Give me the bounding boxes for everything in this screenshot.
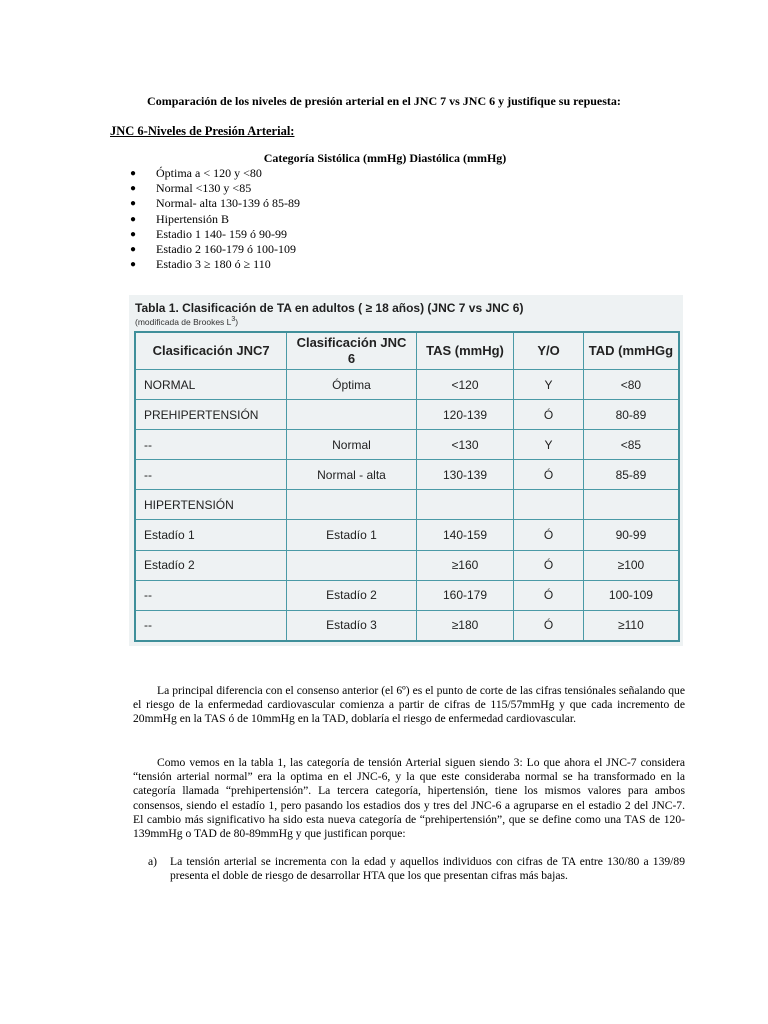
document-title: Comparación de los niveles de presión arterial en el JNC 7 vs JNC 6 y justifique su repuesta:	[147, 94, 621, 108]
list-item: ● Normal <130 y <85	[130, 181, 252, 196]
table-cell	[287, 550, 417, 580]
category-header: Categoría Sistólica (mmHg) Diastólica (mmHg)	[263, 151, 507, 165]
table-cell	[416, 490, 514, 520]
table-cell: --	[135, 460, 287, 490]
table-cell: Normal	[287, 430, 417, 460]
table-cell: HIPERTENSIÓN	[135, 490, 287, 520]
table-subtitle: (modificada de Brookes $L^3$)	[135, 316, 239, 327]
table-cell	[583, 490, 679, 520]
table-cell: --	[135, 610, 287, 641]
table-cell: Estadío 1	[287, 520, 417, 550]
jnc6-heading: JNC 6-Niveles de Presión Arterial:	[110, 124, 295, 138]
bullet-icon: ●	[130, 168, 137, 179]
table-cell: 130-139	[416, 460, 514, 490]
table-cell: Normal - alta	[287, 460, 417, 490]
table-cell: <120	[416, 370, 514, 400]
header-tad: TAD (mmHGg	[583, 332, 679, 370]
table-row	[135, 460, 679, 490]
list-item: ● Estadio 3 ≥ 180 ó ≥ 110	[130, 257, 271, 272]
table-row	[135, 430, 679, 460]
list-item: ● Estadio 2 160-179 ó 100-109	[130, 242, 296, 257]
table-cell: ≥160	[416, 550, 514, 580]
table-cell: 100-109	[583, 580, 679, 610]
table-cell: 90-99	[583, 520, 679, 550]
table-cell: Ó	[514, 550, 584, 580]
table-cell: <85	[583, 430, 679, 460]
table-row	[135, 490, 679, 520]
classification-table-figure	[129, 295, 683, 646]
table-row	[135, 610, 679, 641]
table-cell: 85-89	[583, 460, 679, 490]
header-jnc7: Clasificación JNC7	[135, 332, 287, 370]
classification-table	[134, 331, 680, 642]
header-jnc6: Clasificación JNC 6	[287, 332, 417, 370]
list-item-a	[148, 855, 685, 883]
table-cell: Ó	[514, 400, 584, 430]
table-cell	[287, 400, 417, 430]
table-cell: ≥110	[583, 610, 679, 641]
table-cell: Estadío 2	[287, 580, 417, 610]
table-cell: NORMAL	[135, 370, 287, 400]
table-cell: 120-139	[416, 400, 514, 430]
list-item: ● Estadio 1 140- 159 ó 90-99	[130, 226, 287, 241]
table-cell: --	[135, 580, 287, 610]
table-cell: Y	[514, 370, 584, 400]
list-item-text: La tensión arterial se incrementa con la edad y aquellos individuos con cifras de TA entre 130/80 a 139/89 presenta el doble de riesgo de desarrollar HTA que los que presentan cifras más bajas.	[170, 855, 685, 883]
bullet-icon: ●	[130, 183, 137, 195]
table-cell: ≥100	[583, 550, 679, 580]
paragraph-categories: Como vemos en la tabla 1, las categoría de tensión Arterial siguen siendo 3: Lo que ahora el JNC-7 considera “tensión arterial normal” era la optima en el JNC-6, y la que este consideraba normal se ha transformado en la categoría llamada “prehipertensión”. La tercera categoría, hipertensión, tiene los mismos valores para ambos consensos, siendo el estadío 1, pero pasando los estadios dos y tres del JNC-6 a agruparse en el estadio 2 del JNC-7. El cambio más significativo ha sido esta nueva categoría de “prehipertensión”, que se define como una TAS de 120-139mmHg o TAD de 80-89mmHg y que justifican porque:	[133, 756, 685, 841]
table-cell: Ó	[514, 460, 584, 490]
table-title: Tabla 1. Clasificación de TA en adultos ( ≥ 18 años) (JNC 7 vs JNC 6)	[135, 301, 524, 315]
paragraph-main-difference: La principal diferencia con el consenso anterior (el 6º) es el punto de corte de las cifras tensiónales señalando que el riesgo de la enfermedad cardiovascular comienza a partir de cifras de 115/57mmHg y que cada incremento de 20mmHg en la TAS ó de 10mmHg en la TAD, doblaría el riesgo de enfermedad cardiovascular.	[133, 684, 685, 726]
list-item: ● Óptima a < 120 y <80	[130, 166, 262, 180]
table-row	[135, 520, 679, 550]
table-cell: <130	[416, 430, 514, 460]
table-cell: Y	[514, 430, 584, 460]
table-cell: ≥180	[416, 610, 514, 641]
table-row	[135, 550, 679, 580]
bullet-icon: ●	[130, 213, 137, 225]
list-marker: a)	[148, 855, 158, 868]
table-cell: Estadío 1	[135, 520, 287, 550]
table-header-row	[135, 332, 679, 370]
table-cell: Estadío 3	[287, 610, 417, 641]
table-row	[135, 400, 679, 430]
table-cell: PREHIPERTENSIÓN	[135, 400, 287, 430]
table-row	[135, 370, 679, 400]
bullet-icon: ●	[130, 259, 137, 271]
table-cell: <80	[583, 370, 679, 400]
table-cell: Ó	[514, 610, 584, 641]
table-cell	[287, 490, 417, 520]
bullet-icon: ●	[130, 198, 137, 210]
header-yo: Y/O	[514, 332, 584, 370]
list-item: ● Hipertensión B	[130, 211, 229, 226]
bullet-icon: ●	[130, 228, 137, 240]
bullet-icon: ●	[130, 244, 137, 256]
table-cell: Óptima	[287, 370, 417, 400]
jnc6-levels-list	[130, 166, 300, 272]
table-cell: 140-159	[416, 520, 514, 550]
table-cell: 80-89	[583, 400, 679, 430]
table-cell: --	[135, 430, 287, 460]
table-cell: 160-179	[416, 580, 514, 610]
table-cell: Estadío 2	[135, 550, 287, 580]
table-cell: Ó	[514, 580, 584, 610]
table-cell: Ó	[514, 520, 584, 550]
table-cell	[514, 490, 584, 520]
header-tas: TAS (mmHg)	[416, 332, 514, 370]
table-row	[135, 580, 679, 610]
list-item: ● Normal- alta 130-139 ó 85-89	[130, 196, 300, 211]
